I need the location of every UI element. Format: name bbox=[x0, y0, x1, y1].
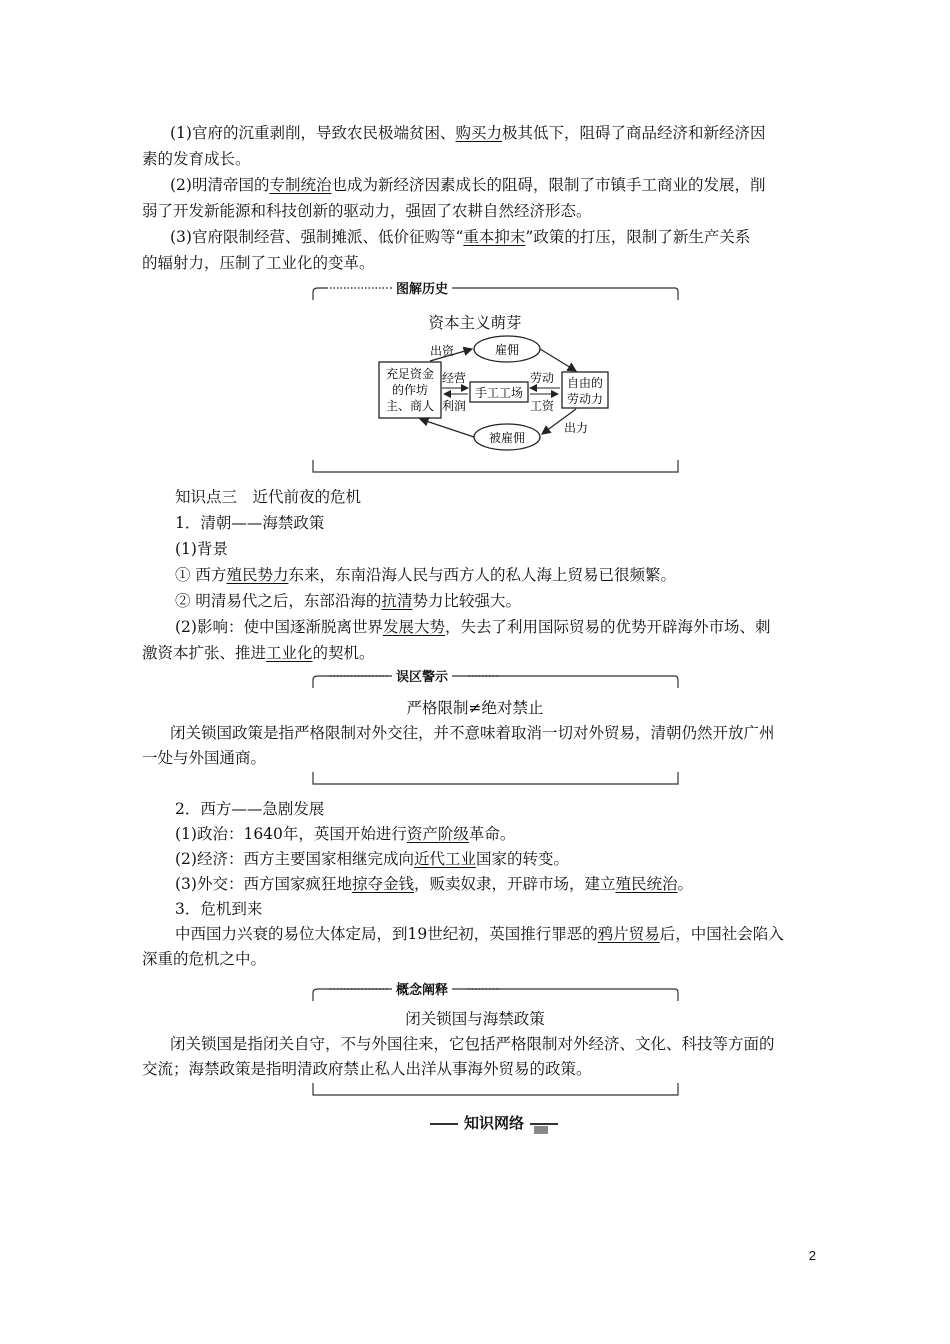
text: ② 明清易代之后，东部沿海的 bbox=[175, 592, 382, 610]
underlined-term: 购买力 bbox=[455, 124, 502, 142]
label-gongzi: 工资 bbox=[530, 399, 555, 413]
right-box-line2: 劳动力 bbox=[566, 392, 604, 406]
text: (2)影响：使中国逐渐脱离世界 bbox=[175, 618, 383, 636]
underlined-term: 掠夺金钱 bbox=[351, 875, 414, 893]
bottom-ellipse-label: 被雇佣 bbox=[488, 431, 526, 445]
box-text-2: 交流；海禁政策是指明清政府禁止私人出洋从事海外贸易的政策。 bbox=[142, 1060, 592, 1078]
left-box-line2: 的作坊 bbox=[391, 383, 429, 397]
text: 中西国力兴衰的易位大体定局，到19世纪初，英国推行罪恶的 bbox=[175, 925, 598, 943]
arrow-to-labor bbox=[540, 349, 576, 371]
label-lirun: 利润 bbox=[442, 399, 467, 413]
item-2: 2．西方——急剧发展 bbox=[175, 800, 325, 818]
label-jingying: 经营 bbox=[442, 371, 467, 385]
background-2 bbox=[175, 589, 521, 613]
box-frame-bottom bbox=[310, 770, 680, 790]
text: ，贩卖奴隶，开辟市场，建立 bbox=[413, 875, 616, 893]
politics bbox=[175, 822, 515, 846]
intro-line-6: 的辐射力，压制了工业化的变革。 bbox=[142, 254, 375, 272]
intro-line-1 bbox=[170, 121, 766, 145]
box-frame-bottom bbox=[310, 1081, 680, 1101]
underlined-term: 重本抑末 bbox=[463, 228, 526, 246]
underlined-term: 近代工业 bbox=[413, 850, 476, 868]
background-1 bbox=[175, 563, 676, 587]
box-text-1: 闭关锁国政策是指严格限制对外交往，并不意味着取消一切对外贸易，清朝仍然开放广州 bbox=[170, 724, 775, 742]
top-ellipse-label: 雇佣 bbox=[494, 343, 520, 357]
box-text-2: 一处与外国通商。 bbox=[142, 749, 267, 767]
diplomacy bbox=[175, 872, 693, 896]
text: 后，中国社会陷入 bbox=[659, 925, 784, 943]
left-box-line1: 充足资金 bbox=[385, 367, 435, 381]
text: 革命。 bbox=[468, 825, 516, 843]
box-text-1: 闭关锁国是指闭关自守，不与外国往来，它包括严格限制对外经济、文化、科技等方面的 bbox=[170, 1035, 775, 1053]
text: 。 bbox=[677, 875, 694, 893]
label-chuzi: 出资 bbox=[430, 344, 455, 358]
text: (1)政治：1640年，英国开始进行 bbox=[175, 825, 407, 843]
text: 势力比较强大。 bbox=[412, 592, 521, 610]
diagram-title: 资本主义萌芽 bbox=[428, 314, 522, 332]
underlined-term: 工业化 bbox=[266, 644, 313, 662]
background-heading: (1)背景 bbox=[175, 540, 228, 558]
text: ，失去了利用国际贸易的优势开辟海外市场、刺 bbox=[444, 618, 771, 636]
underlined-term: 殖民势力 bbox=[226, 566, 289, 584]
text: (2)明清帝国的 bbox=[170, 176, 270, 194]
box-frame-top bbox=[310, 983, 680, 1005]
text: (3)外交：西方国家疯狂地 bbox=[175, 875, 352, 893]
influence-2 bbox=[142, 641, 375, 665]
intro-line-5 bbox=[170, 225, 750, 249]
tag-label: 图解历史 bbox=[396, 282, 449, 297]
box-frame-bottom bbox=[310, 458, 680, 478]
text: 国家的转变。 bbox=[475, 850, 569, 868]
text: 也成为新经济因素成长的阻碍，限制了市镇手工商业的发展，削 bbox=[331, 176, 766, 194]
page-number: 2 bbox=[808, 1248, 816, 1263]
section-heading: 知识点三 近代前夜的危机 bbox=[175, 488, 362, 506]
text: ”政策的打压，限制了新生产关系 bbox=[525, 228, 751, 246]
underlined-term: 发展大势 bbox=[382, 618, 445, 636]
influence-1 bbox=[175, 615, 771, 639]
economy bbox=[175, 847, 569, 871]
underlined-term: 殖民统治 bbox=[615, 875, 678, 893]
item-1: 1．清朝——海禁政策 bbox=[175, 514, 325, 532]
text: (3)官府限制经营、强制摊派、低价征购等“ bbox=[170, 228, 464, 246]
text: 东来，东南沿海人民与西方人的私人海上贸易已很频繁。 bbox=[288, 566, 676, 584]
underlined-term: 资产阶级 bbox=[406, 825, 469, 843]
text: ① 西方 bbox=[175, 566, 227, 584]
intro-line-4: 弱了开发新能源和科技创新的驱动力，强固了农耕自然经济形态。 bbox=[142, 202, 592, 220]
text: 激资本扩张、推进 bbox=[142, 644, 267, 662]
underlined-term: 鸦片贸易 bbox=[597, 925, 660, 943]
underlined-term: 抗清 bbox=[381, 592, 413, 610]
center-box-label: 手工工场 bbox=[474, 386, 524, 400]
intro-line-2: 素的发育成长。 bbox=[142, 150, 251, 168]
box-tag bbox=[392, 979, 452, 998]
label-laodong: 劳动 bbox=[530, 371, 555, 385]
text: (2)经济：西方主要国家相继完成向 bbox=[175, 850, 414, 868]
right-box-line1: 自由的 bbox=[566, 376, 604, 390]
item-3: 3．危机到来 bbox=[175, 900, 263, 918]
banner-label: 知识网络 bbox=[458, 1112, 530, 1134]
left-box-line3: 主、商人 bbox=[385, 399, 435, 413]
intro-line-3 bbox=[170, 173, 766, 197]
label-chuli: 出力 bbox=[564, 421, 589, 435]
box-title: 严格限制≠绝对禁止 bbox=[406, 699, 544, 717]
arrow-to-owner bbox=[420, 419, 474, 437]
tag-label: 概念阐释 bbox=[396, 983, 449, 998]
text: 的契机。 bbox=[312, 644, 375, 662]
text: 极其低下，阻碍了商品经济和新经济因 bbox=[501, 124, 766, 142]
capitalism-sprout-diagram bbox=[370, 334, 630, 454]
box-tag bbox=[392, 278, 452, 297]
box-frame-top bbox=[310, 670, 680, 692]
box-title: 闭关锁国与海禁政策 bbox=[405, 1010, 545, 1028]
box-tag bbox=[392, 666, 452, 685]
underlined-term: 专制统治 bbox=[269, 176, 332, 194]
text: (1)官府的沉重剥削，导致农民极端贫困、 bbox=[170, 124, 456, 142]
tag-label: 误区警示 bbox=[396, 670, 449, 685]
crisis-2: 深重的危机之中。 bbox=[142, 950, 267, 968]
knowledge-network-banner bbox=[430, 1112, 558, 1136]
box-frame-top bbox=[310, 282, 680, 304]
crisis-1 bbox=[175, 922, 784, 946]
